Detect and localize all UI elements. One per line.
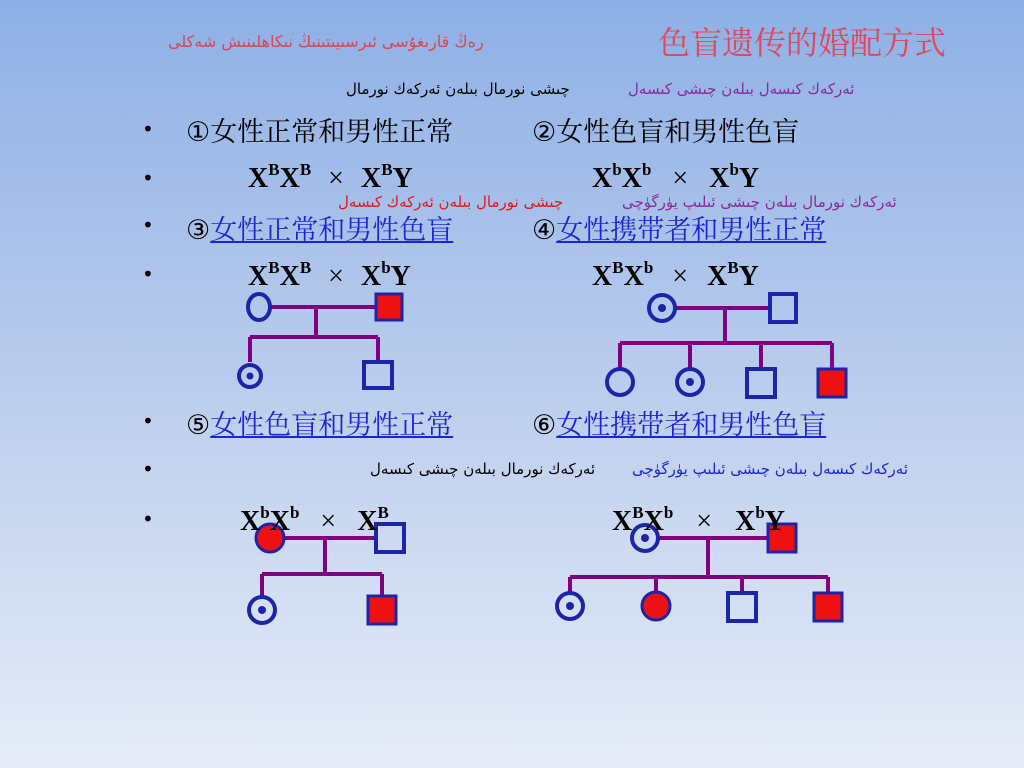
cross-6: $X^BX^b \times X^bY$ <box>612 503 786 537</box>
cross-4: $X^BX^b \times X^BY$ <box>592 258 759 292</box>
pedigree-4-son-normal <box>747 369 775 397</box>
note-top-left: چىشى نورمال بىلەن ئەركەك نورمال <box>346 80 570 98</box>
pedigree-3-daughter-carrier <box>239 365 261 387</box>
cross-1: $X^BX^B \times X^BY$ <box>248 160 413 194</box>
pedigree-6-daughter-affected <box>642 592 670 620</box>
pedigree-3-mother-normal <box>248 294 270 320</box>
note-low-right: ئەركەك كىسەل بىلەن چىشى ئىلىپ يۈرگۈچى <box>632 460 908 478</box>
mating-item-5: ⑤女性色盲和男性正常 <box>186 410 454 441</box>
bullet-6: • <box>142 457 154 481</box>
bullet-3: • <box>142 213 154 237</box>
cross-2: $X^bX^b \times X^bY$ <box>592 160 760 194</box>
bullet-7: • <box>142 507 154 531</box>
cross-5: $X^bX^b \times X^B$ <box>240 503 389 537</box>
bullet-2: • <box>142 166 154 190</box>
pedigree-4-daughter-carrier <box>677 369 703 395</box>
pedigree-6-son-normal <box>728 593 756 621</box>
item-3-link[interactable]: 女性正常和男性色盲 <box>210 215 454 246</box>
pedigree-4-daughter-normal <box>607 369 633 395</box>
pedigree-4-son-affected <box>818 369 846 397</box>
pedigree-6-son-affected <box>814 593 842 621</box>
pedigree-5-son-affected <box>368 596 396 624</box>
mating-item-2: ②女性色盲和男性色盲 <box>532 117 800 148</box>
mating-item-1: ①女性正常和男性正常 <box>186 117 454 148</box>
slide-title: 色盲遗传的婚配方式 <box>658 24 947 62</box>
pedigree-4-mother-carrier <box>649 295 675 321</box>
pedigree-3-son-normal <box>364 362 392 388</box>
pedigree-4-father-normal <box>770 294 796 322</box>
pedigree-6-daughter-carrier <box>557 593 583 619</box>
cross-3: $X^BX^B \times X^bY$ <box>248 258 411 292</box>
item-5-link[interactable]: 女性色盲和男性正常 <box>210 410 454 441</box>
mating-item-4: ④女性携带者和男性正常 <box>532 215 827 246</box>
item-6-link[interactable]: 女性携带者和男性色盲 <box>556 410 827 441</box>
note-top-right: ئەركەك كىسەل بىلەن چىشى كىسەل <box>628 80 855 98</box>
bullet-1: • <box>142 117 154 141</box>
mating-item-6: ⑥女性携带者和男性色盲 <box>532 410 827 441</box>
note-mid-right: ئەركەك نورمال بىلەن چىشى ئىلىپ يۈرگۈچى <box>622 193 897 211</box>
note-low-left: ئەركەك نورمال بىلەن چىشى كىسەل <box>370 460 596 478</box>
item-4-link[interactable]: 女性携带者和男性正常 <box>556 215 827 246</box>
note-mid-left: چىشى نورمال بىلەن ئەركەك كىسەل <box>338 193 564 211</box>
slide-subtitle-uyghur: رەڭ قارىغۇسى ئىرسىيىتىنىڭ نىكاھلىنىش شەكلى <box>168 32 484 51</box>
bullet-5: • <box>142 409 154 433</box>
bullet-4: • <box>142 262 154 286</box>
mating-item-3: ③女性正常和男性色盲 <box>186 215 454 246</box>
pedigree-3-father-affected <box>376 294 402 320</box>
pedigree-5-daughter-carrier <box>249 597 275 623</box>
